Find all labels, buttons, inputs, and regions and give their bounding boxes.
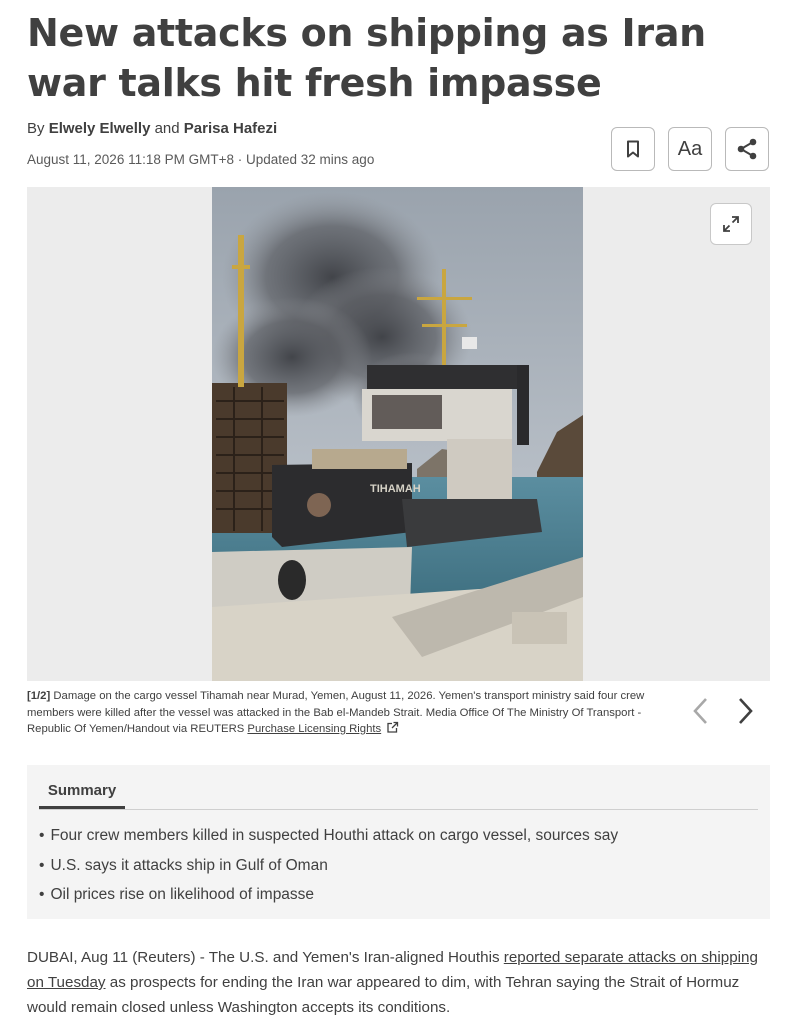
author-link-2[interactable]: Parisa Hafezi <box>183 120 278 137</box>
author-link-1[interactable]: Elwely Elwelly <box>48 120 151 137</box>
ship-photo-illustration <box>212 187 583 681</box>
tab-summary[interactable]: Summary <box>39 781 125 809</box>
summary-item: • Four crew members killed in suspected Houthi attack on cargo vessel, sources say <box>39 824 618 854</box>
byline-prefix: By <box>27 120 45 137</box>
share-button[interactable] <box>725 127 769 171</box>
ship-name-text: TIHAMAH <box>370 483 421 495</box>
caption-text: Damage on the cargo vessel Tihamah near Murad, Yemen, August 11, 2026. Yemen's transport ministry said four crew members were killed after the vessel was attacked in the Bab el-Mandeb Strait. Media Office Of The Ministry Of Transport - Republic Of Yemen/Handout via REUTERS <box>27 690 645 735</box>
photo-gallery <box>27 187 770 681</box>
licensing-link[interactable]: Purchase Licensing Rights <box>247 723 382 735</box>
article-headline: New attacks on shipping as Iran war talks hit fresh impasse <box>27 11 706 105</box>
text-size-button[interactable] <box>668 127 712 171</box>
external-link-icon <box>386 721 399 734</box>
summary-item: • Oil prices rise on likelihood of impasse <box>39 883 618 913</box>
byline <box>27 120 277 137</box>
article-paragraph <box>27 945 772 1020</box>
summary-item: • U.S. says it attacks ship in Gulf of Oman <box>39 854 618 884</box>
previous-photo-button[interactable] <box>684 694 716 728</box>
bookmark-icon <box>626 140 640 158</box>
summary-divider <box>39 809 758 810</box>
paragraph-text: as prospects for ending the Iran war appeared to dim, with Tehran saying the Strait of Hormuz would remain closed unless Washington accepts its conditions. <box>27 974 740 1016</box>
expand-icon <box>722 215 740 233</box>
next-photo-button[interactable] <box>730 694 762 728</box>
summary-panel <box>27 765 770 919</box>
chevron-left-icon <box>691 697 709 725</box>
article-photo[interactable] <box>212 187 583 681</box>
related-article-link[interactable]: reported separate attacks on shipping on Tuesday <box>27 949 758 991</box>
summary-list <box>39 824 618 913</box>
expand-photo-button[interactable] <box>710 203 752 245</box>
paragraph-text: DUBAI, Aug 11 (Reuters) - The U.S. and Yemen's Iran-aligned Houthis <box>27 949 504 966</box>
article-dateline: August 11, 2026 11:18 PM GMT+8 · Updated 32 mins ago <box>27 152 375 167</box>
chevron-right-icon <box>737 697 755 725</box>
text-size-label: Aa <box>677 137 703 160</box>
caption-index: [1/2] <box>27 690 51 702</box>
byline-and: and <box>154 120 180 137</box>
photo-caption <box>27 688 657 738</box>
share-icon <box>735 137 759 161</box>
bookmark-button[interactable] <box>611 127 655 171</box>
